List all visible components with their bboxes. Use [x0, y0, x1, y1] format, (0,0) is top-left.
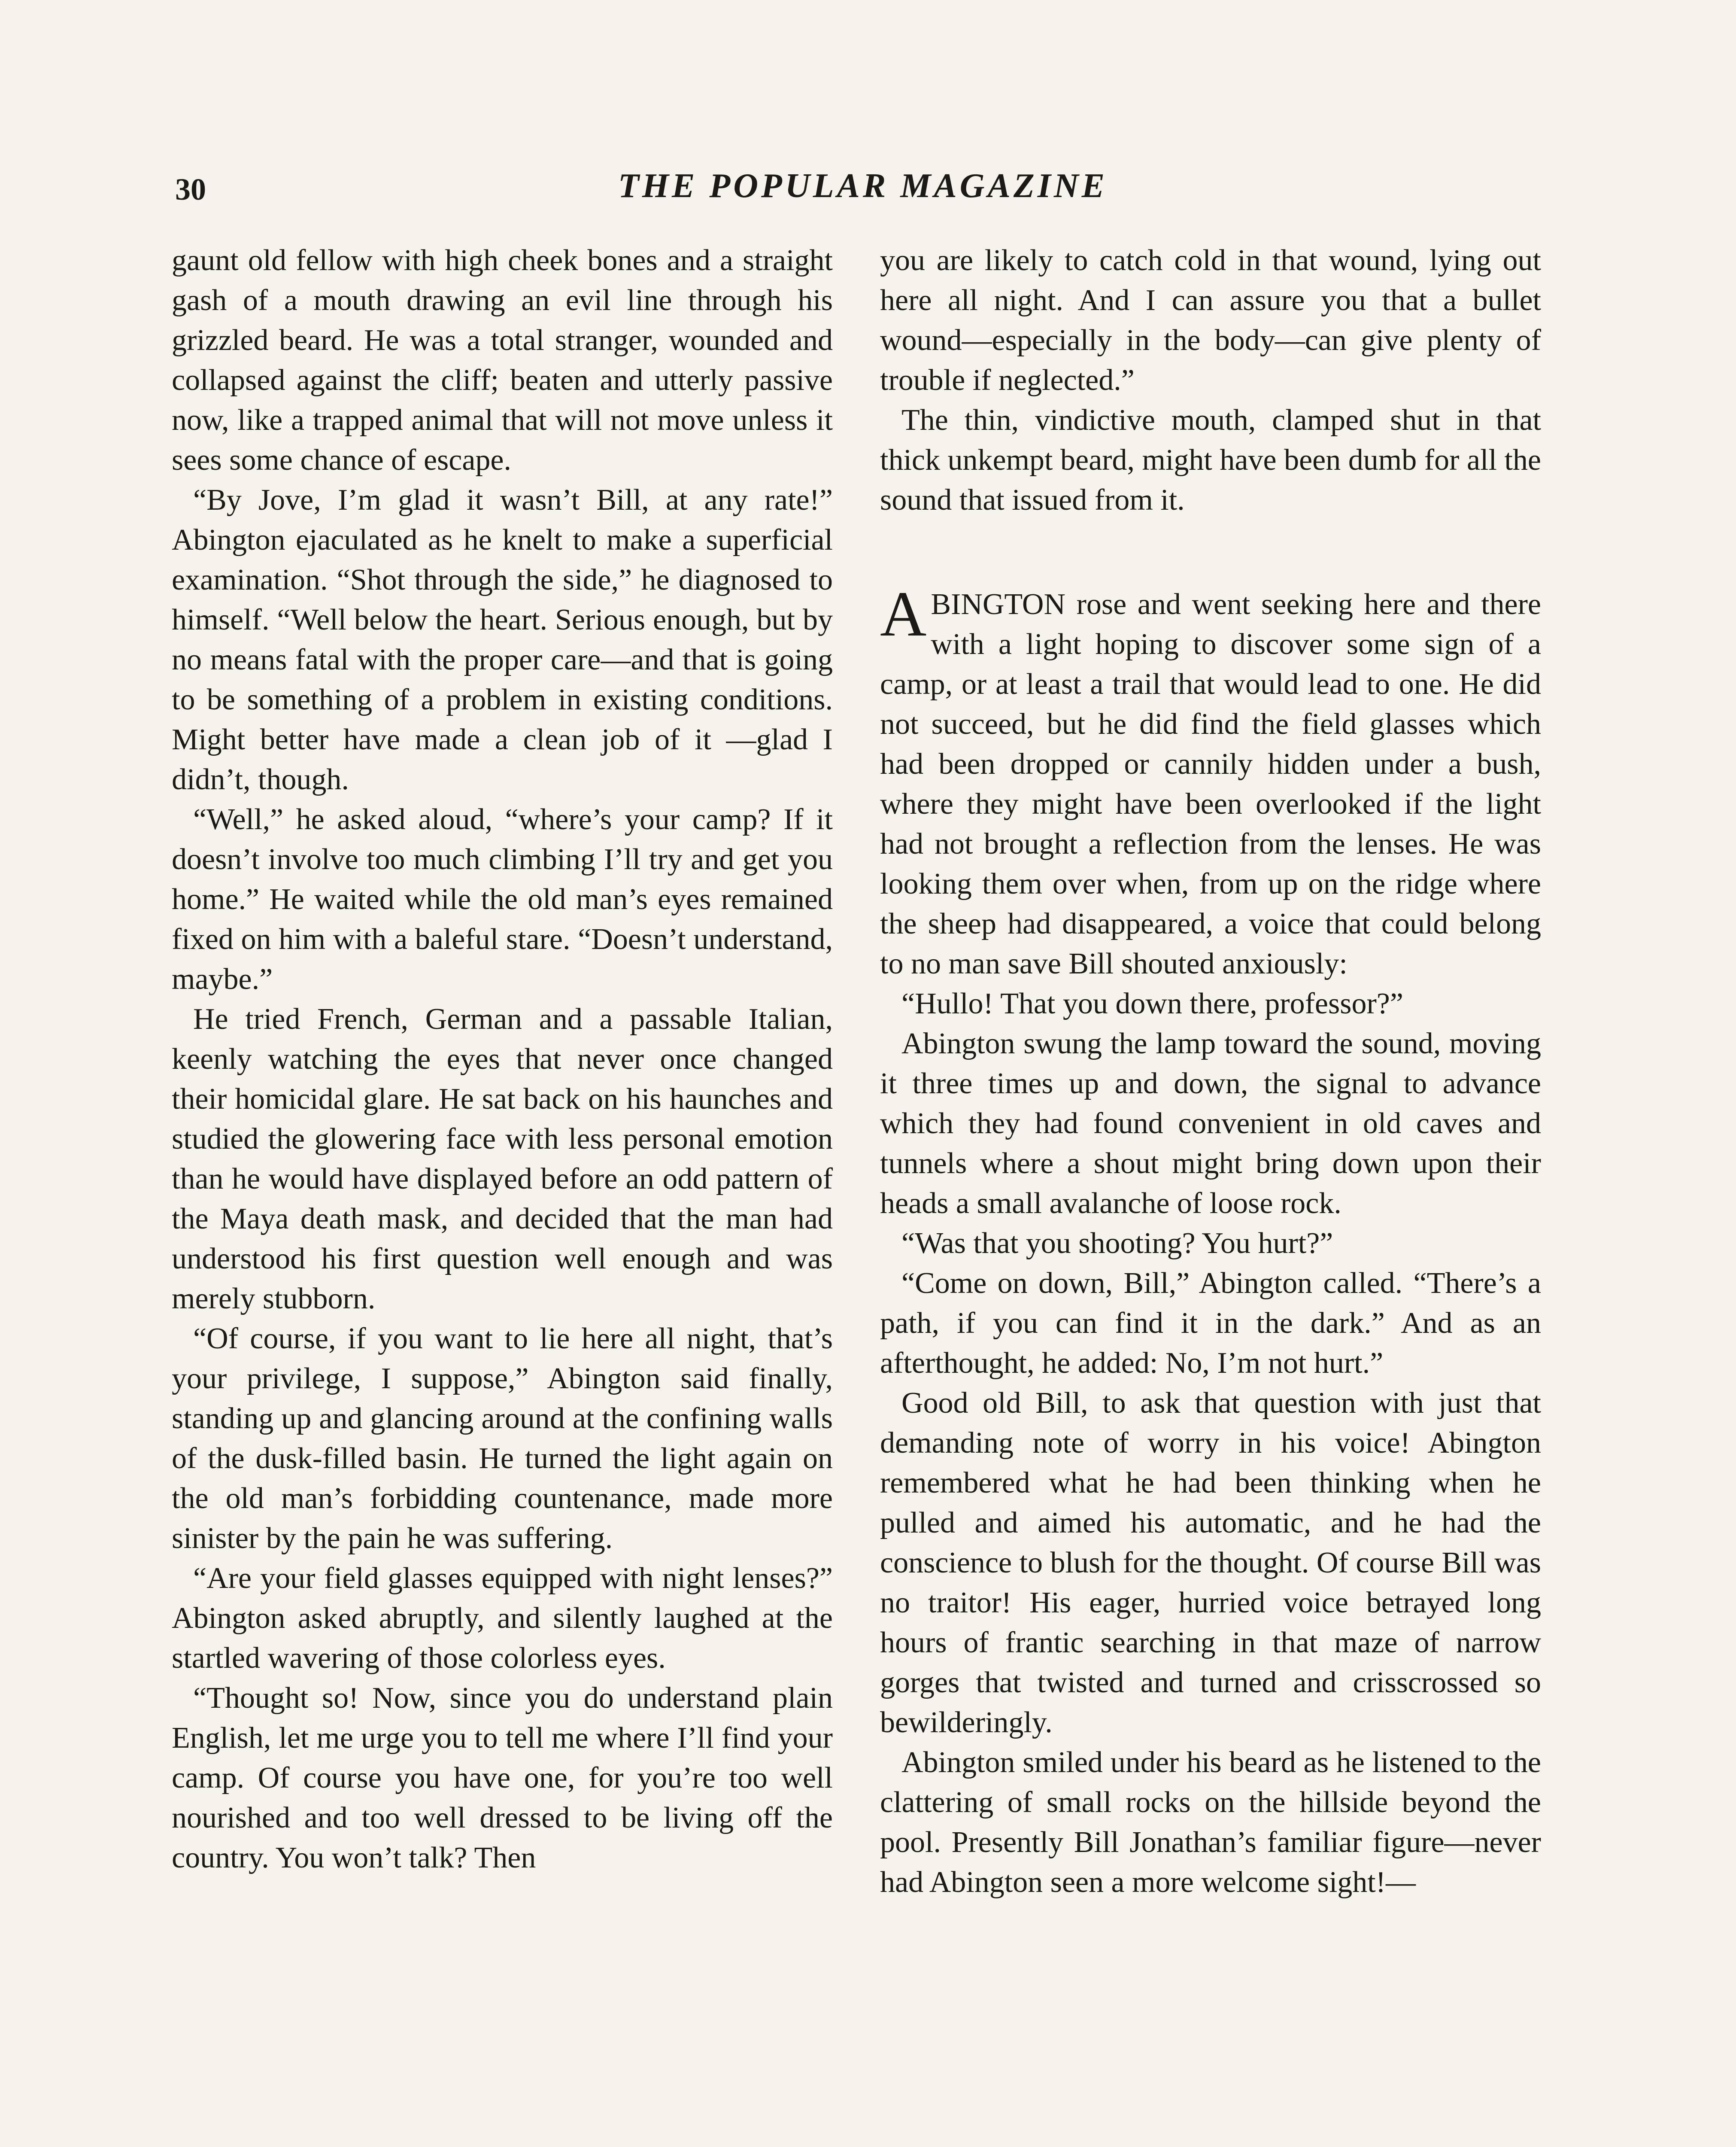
paragraph: Abington smiled under his beard as he listened to the clattering of small rocks on the hillside beyond the pool. Presently Bill Jonathan’s familiar figure—never had Abington seen a more welcome sight!— — [880, 1746, 1541, 1899]
paragraph: “Was that you shooting? You hurt?” — [901, 1227, 1333, 1260]
drop-cap-paragraph: ABINGTON rose and went seeking here and there with a light hoping to discover some sign of a camp, or at least a trail that would lead to one. He did not succeed, but he did find the field glasses which had been dropped or cannily hidden under a bush, where they might have been overlooked if the light had not brought a reflection from the lenses. He was looking them over when, from up on the ridge where the sheep had disappeared, a voice that could belong to no man save Bill shouted anxiously: — [880, 578, 1541, 980]
running-head: THE POPULAR MAGAZINE — [618, 167, 1108, 205]
left-column — [172, 240, 833, 1878]
page-number: 30 — [175, 172, 206, 207]
paragraph: “Hullo! That you down there, professor?” — [901, 987, 1403, 1020]
right-column — [880, 240, 1541, 1902]
paragraph: Good old Bill, to ask that question with just that demanding note of worry in his voice! Abington remembered what he had been thinking when he pulled and aimed his automatic, and he had the conscience to blush for the thought. Of course Bill was no traitor! His eager, hurried voice betrayed long hours of frantic searching in that maze of narrow gorges that twisted and turned and crisscrossed so bewilderingly. — [880, 1387, 1541, 1739]
paragraph: “Well,” he asked aloud, “where’s your camp? If it doesn’t involve too much climbing I’ll try and get you home.” He waited while the old man’s eyes remained fixed on him with a baleful stare. “Doesn’t understand, maybe.” — [172, 803, 833, 996]
paragraph: Abington swung the lamp toward the sound, moving it three times up and down, the signal to advance which they had found convenient in old caves and tunnels where a shout might bring down upon their heads a small avalanche of loose rock. — [880, 1027, 1541, 1220]
section-break — [880, 520, 1541, 584]
paragraph: He tried French, German and a passable Italian, keenly watching the eyes that never once changed their homicidal glare. He sat back on his haunches and studied the glowering face with less personal emotion than he would have displayed before an odd pattern of the Maya death mask, and decided that the man had understood his first question well enough and was merely stubborn. — [172, 1003, 833, 1315]
paragraph: “Of course, if you want to lie here all night, that’s your privilege, I suppose,” Abington said finally, standing up and glancing around at the confining walls of the dusk-filled basin. He turned the light again on the old man’s forbidding countenance, made more sinister by the pain he was suffering. — [172, 1322, 833, 1555]
paragraph: “Thought so! Now, since you do understand plain English, let me urge you to tell me where I’ll find your camp. Of course you have one, for you’re too well nourished and too well dressed to be living off the country. You won’t talk? Then — [172, 1682, 833, 1874]
paragraph: The thin, vindictive mouth, clamped shut in that thick unkempt beard, might have been dumb for all the sound that issued from it. — [880, 404, 1541, 517]
paragraph: gaunt old fellow with high cheek bones and a straight gash of a mouth drawing an evil line through his grizzled beard. He was a total stranger, wounded and collapsed against the cliff; beaten and utterly passive now, like a trapped animal that will not move unless it sees some chance of escape. — [172, 244, 833, 477]
paragraph: “Are your field glasses equipped with night lenses?” Abington asked abruptly, and silently laughed at the startled wavering of those colorless eyes. — [172, 1562, 833, 1675]
paragraph: “Come on down, Bill,” Abington called. “There’s a path, if you can find it in the dark.” And as an afterthought, he added: No, I’m not hurt.” — [880, 1267, 1541, 1380]
paragraph: “By Jove, I’m glad it wasn’t Bill, at any rate!” Abington ejaculated as he knelt to make a superficial examination. “Shot through the side,” he diagnosed to himself. “Well below the heart. Serious enough, but by no means fatal with the proper care—and that is going to be something of a problem in existing conditions. Might better have made a clean job of it —glad I didn’t, though. — [172, 484, 833, 796]
paragraph: you are likely to catch cold in that wound, lying out here all night. And I can assure you that a bullet wound—especially in the body—can give plenty of trouble if neglected.” — [880, 244, 1541, 397]
